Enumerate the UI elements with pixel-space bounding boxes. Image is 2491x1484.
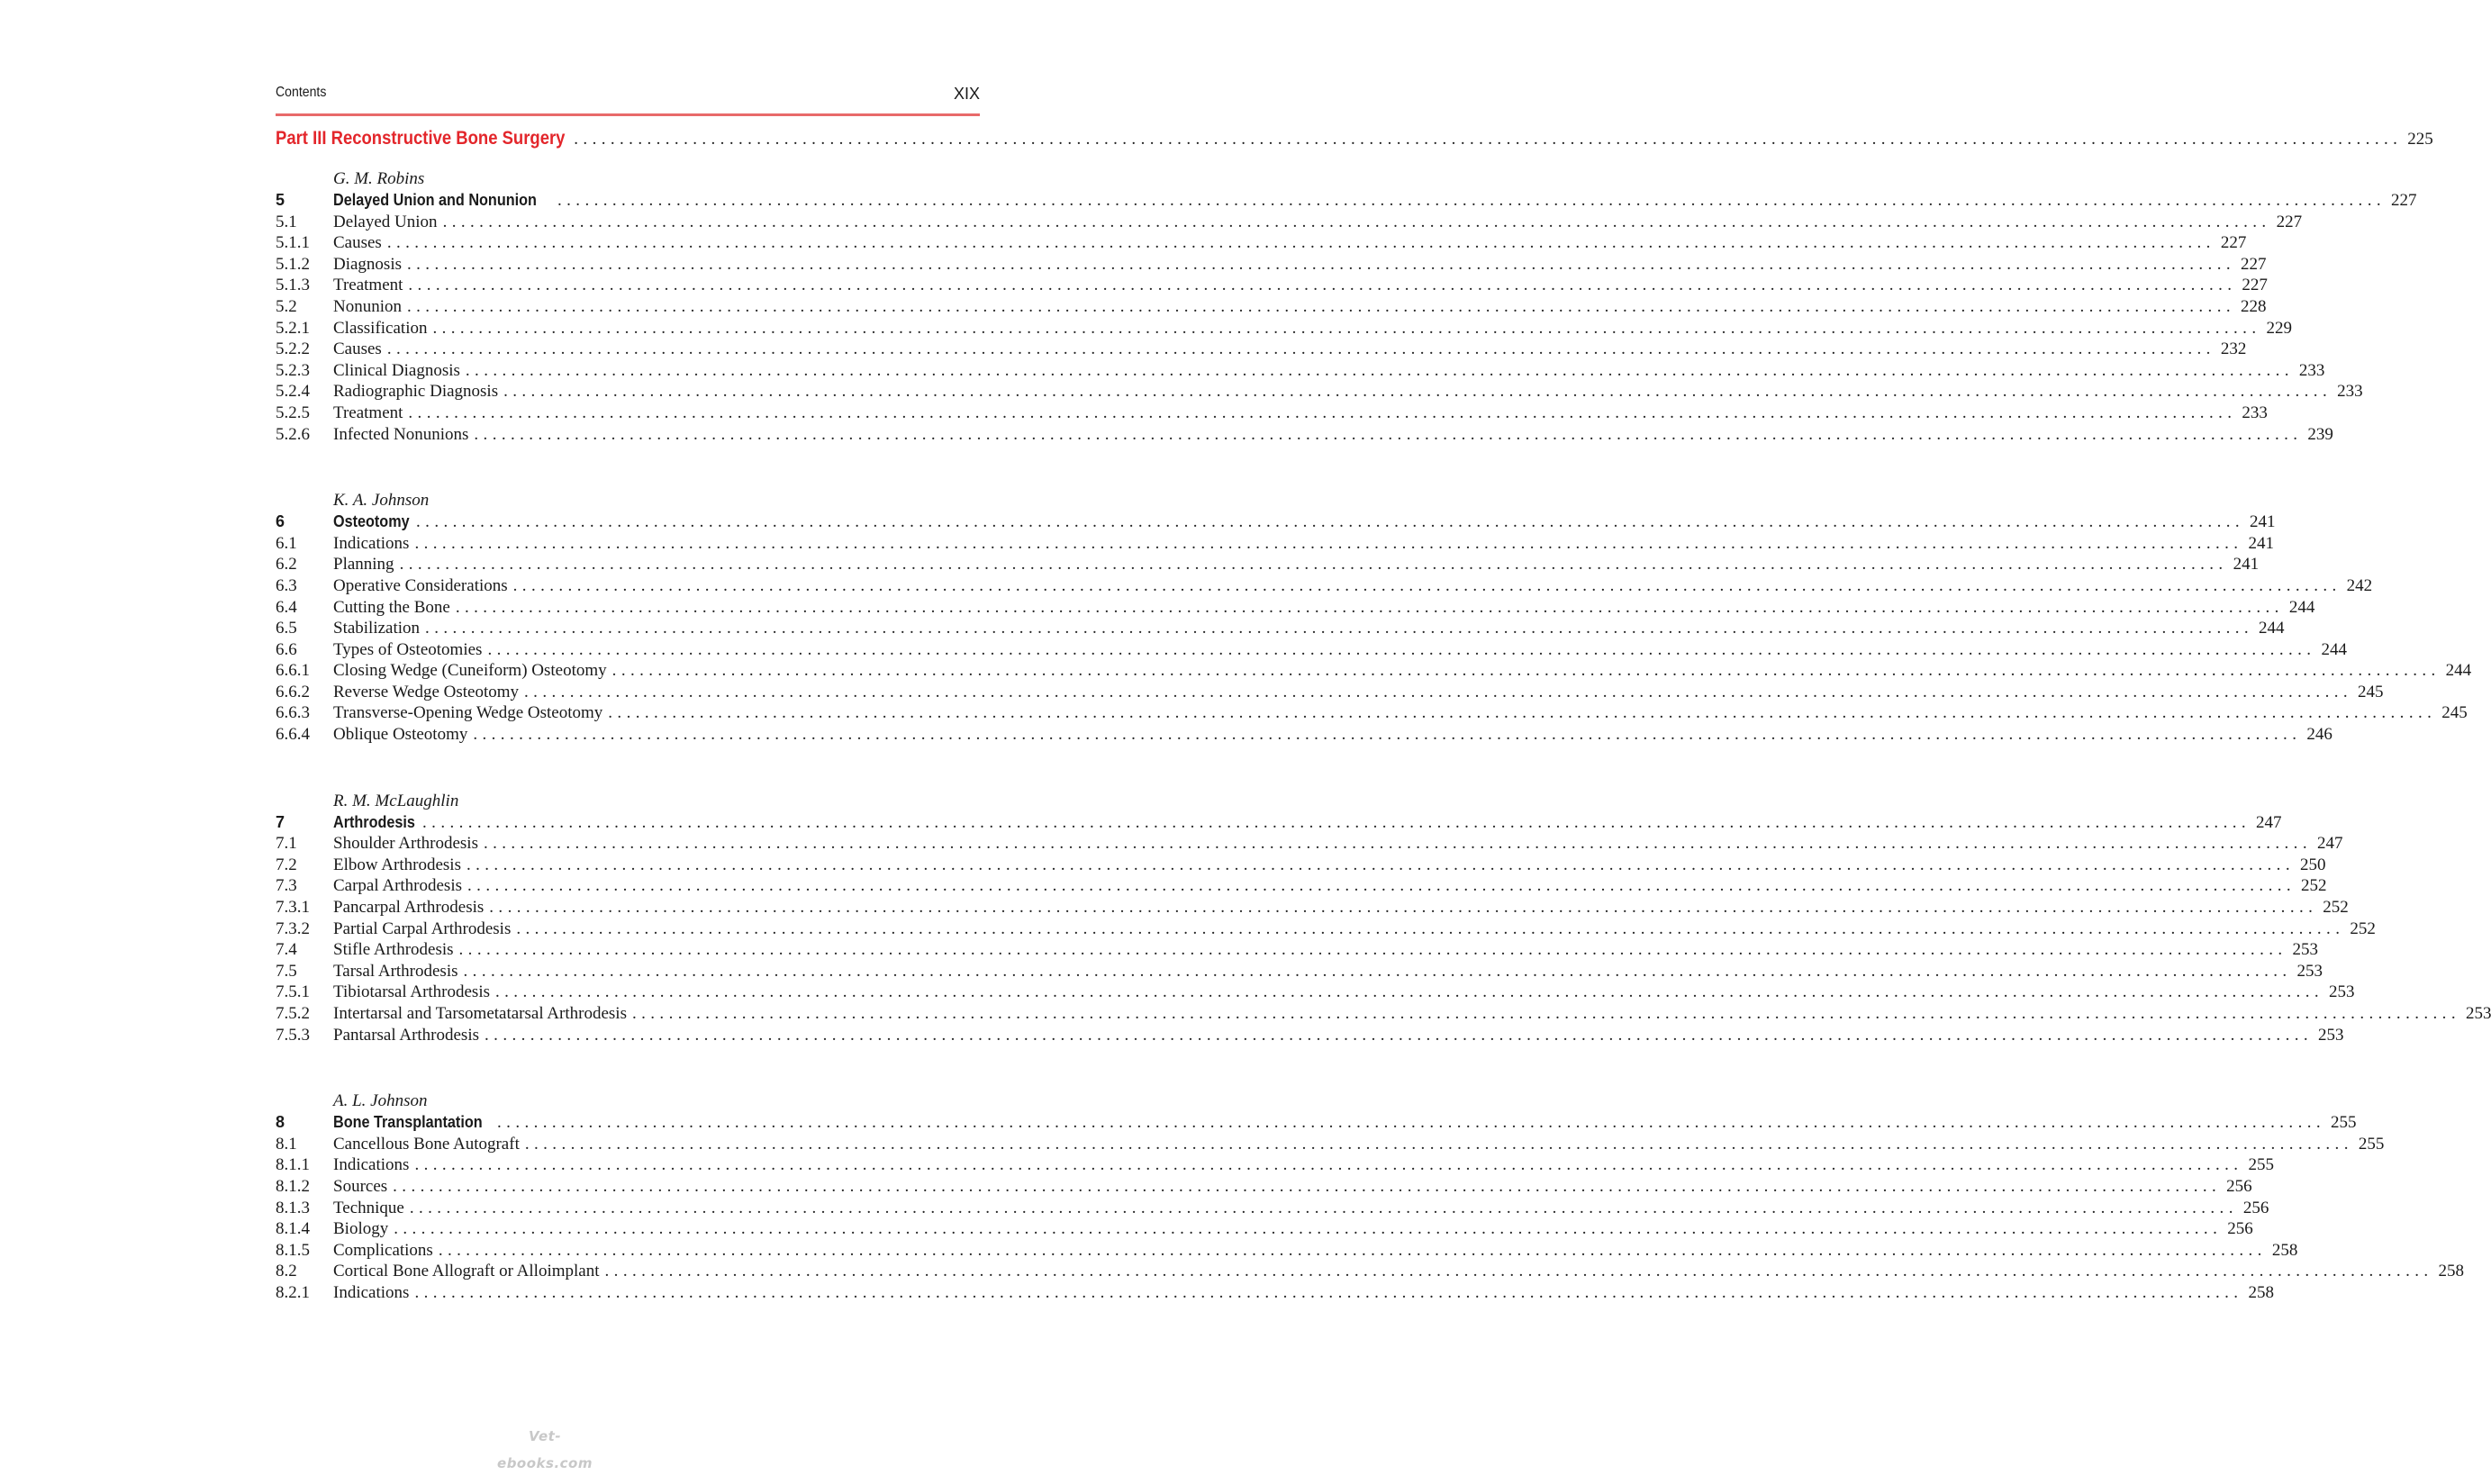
toc-entry[interactable] [276,597,2315,619]
dot-leader: ........................................................................................................................................................................................................ [414,533,2243,553]
entry-number: 6.2 [276,555,297,575]
entry-title: Transverse-Opening Wedge Osteotomy [333,703,603,723]
entry-title: Operative Considerations [333,575,508,595]
toc-entry[interactable] [276,639,2347,661]
dot-leader: ........................................................................................................................................................................................................ [512,575,2342,595]
entry-title: Stifle Arthrodesis [333,940,454,960]
running-head-page-number: XIX [953,85,980,103]
entry-page-number: 229 [2266,318,2292,338]
entry-number: 7 [276,812,285,831]
entry-title: Delayed Union [333,212,438,231]
toc-entry[interactable] [276,897,2349,918]
toc-entry[interactable] [276,1218,2253,1240]
entry-number: 5.1 [276,212,297,231]
entry-number: 7.5.2 [276,1004,310,1023]
dot-leader: ........................................................................................................................................................................................................ [497,1113,2326,1133]
entry-page-number: 258 [2271,1240,2298,1260]
entry-number: 8.1.3 [276,1198,310,1217]
entry-title: Indications [333,1282,410,1302]
dot-leader: ........................................................................................................................................................................................................ [467,876,2296,896]
entry-title: Delayed Union and Nonunion [333,191,537,209]
entry-number: 6.6.3 [276,703,310,723]
entry-number: 8.2.1 [276,1282,310,1302]
entry-page-number: 256 [2227,1219,2253,1239]
dot-leader: ........................................................................................................................................................................................................ [393,1176,2222,1196]
entry-title: Carpal Arthrodesis [333,876,463,896]
entry-number: 6.3 [276,575,297,595]
entry-title: Technique [333,1198,404,1217]
toc-entry[interactable] [276,360,2325,382]
dot-leader: ........................................................................................................................................................................................................ [611,661,2441,681]
entry-page-number: 227 [2391,191,2417,210]
dot-leader: ........................................................................................................................................................................................................ [399,555,2228,575]
running-head-title: Contents [276,85,327,100]
entry-title: Osteotomy [333,512,410,531]
chapter-entry[interactable] [276,511,2276,533]
dot-leader: ........................................................................................................................................................................................................ [408,403,2237,422]
dot-leader: ........................................................................................................................................................................................................ [466,855,2295,874]
toc-entry[interactable] [276,1282,2274,1304]
entry-title: Diagnosis [333,254,402,274]
chapter-block [276,791,2491,1046]
dot-leader: ........................................................................................................................................................................................................ [465,360,2294,380]
entry-page-number: 242 [2346,575,2373,595]
entry-number: 7.2 [276,855,297,874]
dot-leader: ........................................................................................................................................................................................................ [489,898,2318,918]
dot-leader: ........................................................................................................................................................................................................ [463,961,2292,981]
dot-leader: ........................................................................................................................................................................................................ [407,254,2235,274]
entry-number: 5.2 [276,296,297,316]
entry-page-number: 241 [2248,533,2274,553]
toc-entry[interactable] [276,339,2247,360]
dot-leader: ........................................................................................................................................................................................................ [442,212,2271,231]
entry-number: 6.6.1 [276,661,310,681]
entry-page-number: 253 [2296,961,2323,981]
toc-entry[interactable] [276,575,2373,597]
entry-page-number: 258 [2438,1262,2465,1281]
toc-entry[interactable] [276,381,2363,403]
chapter-author: R. M. McLaughlin [333,791,459,810]
dot-leader: ........................................................................................................................................................................................................ [524,682,2353,701]
entry-title: Pantarsal Arthrodesis [333,1025,480,1045]
entry-title: Pancarpal Arthrodesis [333,898,485,918]
entry-page-number: 253 [2318,1025,2344,1045]
entry-page-number: 244 [2445,661,2472,681]
toc-entry[interactable] [276,424,2333,446]
dot-leader: ........................................................................................................................................................................................................ [414,1282,2243,1302]
entry-title: Elbow Arthrodesis [333,855,461,874]
part-page-number: 225 [2407,130,2433,149]
entry-number: 5.1.2 [276,254,310,274]
chapter-block [276,1090,2465,1303]
entry-page-number: 244 [2288,597,2315,617]
toc-entry[interactable] [276,212,2303,233]
entry-title: Arthrodesis [333,812,415,831]
chapter-author: G. M. Robins [333,169,425,188]
dot-leader: ........................................................................................................................................................................................................ [604,1262,2433,1281]
dot-leader: ........................................................................................................................................................................................................ [386,233,2215,253]
toc-entry[interactable] [276,660,2472,682]
entry-number: 7.3.2 [276,918,310,938]
dot-leader: ........................................................................................................................................................................................................ [483,834,2312,854]
dot-leader: ........................................................................................................................................................................................................ [386,339,2215,359]
entry-title: Types of Osteotomies [333,639,483,659]
entry-page-number: 227 [2220,233,2247,253]
entry-title: Partial Carpal Arthrodesis [333,918,512,938]
entry-number: 8.1.2 [276,1176,310,1196]
entry-page-number: 252 [2350,918,2376,938]
entry-number: 7.1 [276,834,297,854]
entry-number: 6.6.2 [276,682,310,701]
toc-entry[interactable] [276,618,2285,639]
entry-page-number: 245 [2441,703,2468,723]
dot-leader: ........................................................................................................................................................................................................ [407,296,2235,316]
entry-page-number: 255 [2248,1155,2274,1175]
entry-number: 6 [276,512,285,531]
toc-entry[interactable] [276,724,2332,746]
entry-page-number: 239 [2307,424,2333,444]
entry-page-number: 241 [2233,555,2260,575]
toc-entry[interactable] [276,1176,2252,1198]
entry-title: Indications [333,1155,410,1175]
dot-leader: ........................................................................................................................................................................................................ [503,382,2332,402]
toc-entry[interactable] [276,1025,2344,1046]
part-heading[interactable] [276,125,2433,152]
toc-entry[interactable] [276,318,2292,339]
entry-title: Indications [333,533,410,553]
entry-page-number: 253 [2329,982,2355,1002]
entry-page-number: 255 [2331,1113,2357,1133]
entry-page-number: 253 [2465,1004,2491,1023]
dot-leader: ........................................................................................................................................................................................................ [474,424,2303,444]
entry-number: 6.6.4 [276,725,310,745]
entry-title: Biology [333,1219,389,1239]
entry-page-number: 252 [2323,898,2349,918]
entry-number: 6.6 [276,639,297,659]
dot-leader: ........................................................................................................................................................................................................ [473,725,2302,745]
entry-number: 8.2 [276,1262,297,1281]
entry-number: 7.5.1 [276,982,310,1002]
entry-title: Planning [333,555,394,575]
dot-leader: ........................................................................................................................................................................................................ [458,940,2287,960]
dot-leader: ........................................................................................................................................................................................................ [455,597,2284,617]
entry-title: Classification [333,318,428,338]
entry-number: 7.4 [276,940,297,960]
dot-leader: ........................................................................................................................................................................................................ [495,982,2323,1002]
entry-page-number: 227 [2241,254,2267,274]
toc-entry[interactable] [276,554,2260,575]
toc-entry[interactable] [276,961,2323,982]
dot-leader: ........................................................................................................................................................................................................ [438,1240,2267,1260]
entry-title: Infected Nonunions [333,424,469,444]
toc-entry[interactable] [276,833,2343,855]
entry-title: Sources [333,1176,388,1196]
dot-leader: ........................................................................................................................................................................................................ [416,512,2245,532]
chapter-entry[interactable] [276,190,2417,212]
toc-entry[interactable] [276,1003,2491,1025]
chapter-block [276,490,2472,746]
entry-title: Reverse Wedge Osteotomy [333,682,520,701]
entry-title: Shoulder Arthrodesis [333,834,478,854]
entry-number: 6.1 [276,533,297,553]
entry-page-number: 233 [2242,403,2268,422]
entry-page-number: 256 [2226,1176,2252,1196]
toc-entry[interactable] [276,533,2274,555]
entry-number: 5.1.3 [276,276,310,295]
toc-entry[interactable] [276,254,2267,276]
entry-number: 8.1.5 [276,1240,310,1260]
dot-leader: ........................................................................................................................................................................................................ [608,703,2437,723]
entry-page-number: 233 [2337,382,2363,402]
entry-number: 5 [276,191,285,209]
entry-page-number: 244 [2321,639,2347,659]
table-of-contents [276,125,2491,1304]
entry-page-number: 252 [2301,876,2327,896]
entry-number: 7.3 [276,876,297,896]
entry-title: Tibiotarsal Arthrodesis [333,982,490,1002]
entry-title: Clinical Diagnosis [333,360,460,380]
dot-leader: ........................................................................................................................................................................................................ [487,639,2316,659]
toc-entry[interactable] [276,1240,2298,1262]
entry-page-number: 227 [2276,212,2303,231]
entry-title: Causes [333,339,382,359]
dot-leader: ........................................................................................................................................................................................................ [432,318,2261,338]
entry-title: Closing Wedge (Cuneiform) Osteotomy [333,661,607,681]
entry-number: 6.5 [276,619,297,638]
entry-page-number: 246 [2306,725,2332,745]
entry-number: 6.4 [276,597,297,617]
dot-leader: ........................................................................................................................................................................................................ [516,918,2345,938]
entry-page-number: 232 [2220,339,2247,359]
dot-leader: ........................................................................................................................................................................................................ [574,130,2403,149]
entry-page-number: 247 [2256,812,2282,832]
chapter-author: K. A. Johnson [333,491,430,511]
entry-title: Cancellous Bone Autograft [333,1134,520,1154]
entry-title: Oblique Osteotomy [333,725,468,745]
entry-number: 8.1.1 [276,1155,310,1175]
entry-title: Cutting the Bone [333,597,450,617]
chapter-author: A. L. Johnson [333,1091,428,1111]
entry-title: Intertarsal and Tarsometatarsal Arthrodesis [333,1004,627,1023]
entry-title: Nonunion [333,296,402,316]
toc-entry[interactable] [276,702,2468,724]
toc-entry[interactable] [276,296,2267,318]
dot-leader: ........................................................................................................................................................................................................ [414,1155,2243,1175]
running-head [276,83,980,103]
entry-number: 5.2.3 [276,360,310,380]
entry-title: Cortical Bone Allograft or Alloimplant [333,1262,600,1281]
entry-number: 5.2.1 [276,318,310,338]
entry-page-number: 228 [2241,296,2267,316]
entry-number: 5.1.1 [276,233,310,253]
dot-leader: ........................................................................................................................................................................................................ [409,1198,2238,1217]
dot-leader: ........................................................................................................................................................................................................ [524,1134,2353,1154]
toc-entry[interactable] [276,918,2376,940]
entry-page-number: 233 [2298,360,2325,380]
dot-leader: ........................................................................................................................................................................................................ [394,1219,2223,1239]
entry-title: Bone Transplantation [333,1113,483,1132]
dot-leader: ........................................................................................................................................................................................................ [485,1025,2314,1045]
dot-leader: ........................................................................................................................................................................................................ [422,812,2251,832]
toc-entry[interactable] [276,855,2326,876]
entry-page-number: 258 [2248,1282,2274,1302]
entry-title: Treatment [333,276,403,295]
part-title: Part III Reconstructive Bone Surgery [276,128,566,149]
entry-page-number: 241 [2250,512,2276,532]
entry-page-number: 253 [2292,940,2319,960]
toc-entry[interactable] [276,982,2355,1003]
entry-number: 8.1 [276,1134,297,1154]
entry-number: 8 [276,1113,285,1132]
entry-number: 5.2.6 [276,424,310,444]
toc-entry[interactable] [276,1134,2385,1155]
entry-page-number: 250 [2299,855,2326,874]
dot-leader: ........................................................................................................................................................................................................ [408,276,2237,295]
toc-entry[interactable] [276,275,2268,296]
chapter-list [276,168,2491,1304]
entry-title: Causes [333,233,382,253]
toc-entry[interactable] [276,232,2247,254]
entry-number: 5.2.4 [276,382,310,402]
watermark-logo: Vet-ebooks.com [497,1428,593,1471]
entry-number: 5.2.5 [276,403,310,422]
chapter-entry[interactable] [276,1112,2357,1134]
toc-entry[interactable] [276,403,2268,424]
entry-number: 5.2.2 [276,339,310,359]
chapter-block [276,168,2417,445]
toc-entry[interactable] [276,939,2319,961]
entry-page-number: 244 [2259,619,2285,638]
entry-page-number: 245 [2358,682,2384,701]
toc-entry[interactable] [276,875,2327,897]
entry-title: Tarsal Arthrodesis [333,961,458,981]
entry-page-number: 255 [2358,1134,2385,1154]
entry-page-number: 227 [2242,276,2268,295]
toc-entry[interactable] [276,682,2384,703]
toc-entry[interactable] [276,1198,2269,1219]
toc-entry[interactable] [276,1261,2465,1282]
entry-number: 7.5 [276,961,297,981]
dot-leader: ........................................................................................................................................................................................................ [425,619,2254,638]
entry-title: Complications [333,1240,433,1260]
entry-number: 7.5.3 [276,1025,310,1045]
entry-page-number: 247 [2316,834,2343,854]
header-rule [276,113,980,116]
chapter-entry[interactable] [276,812,2282,834]
dot-leader: ........................................................................................................................................................................................................ [631,1004,2460,1023]
entry-number: 8.1.4 [276,1219,310,1239]
dot-leader: ........................................................................................................................................................................................................ [557,191,2386,210]
entry-title: Treatment [333,403,403,422]
toc-entry[interactable] [276,1154,2274,1176]
entry-page-number: 256 [2242,1198,2269,1217]
entry-title: Stabilization [333,619,421,638]
entry-title: Radiographic Diagnosis [333,382,499,402]
entry-number: 7.3.1 [276,898,310,918]
